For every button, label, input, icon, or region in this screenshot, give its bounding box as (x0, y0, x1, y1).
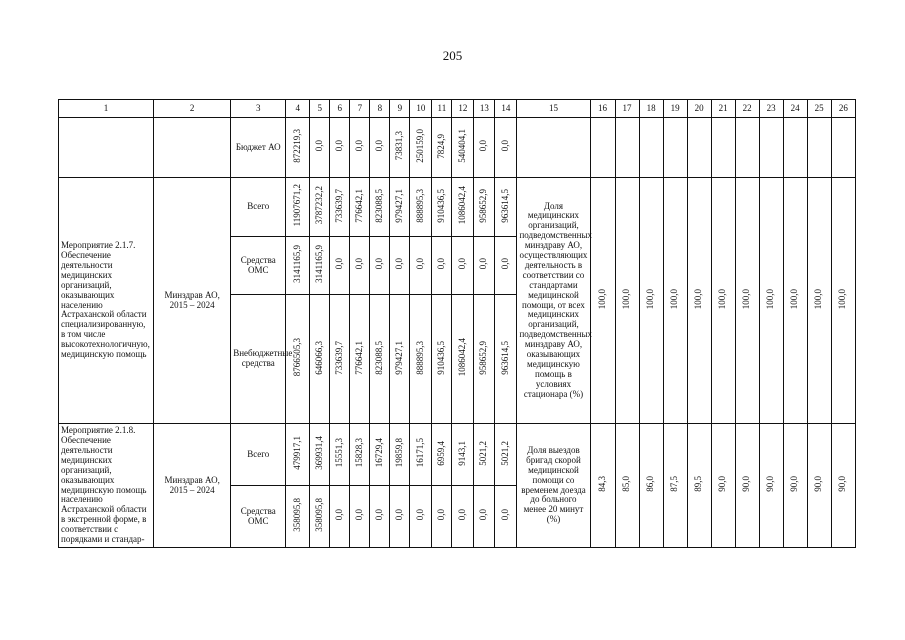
event-218-source-2-value-5-text: 358095,8 (313, 498, 324, 532)
event-217-source-3-value-7-text: 776642,1 (353, 340, 364, 375)
event-217-source-3-value-11 (432, 295, 452, 424)
event-217-source-3-value-8-text: 823088,5 (373, 340, 384, 375)
event-218-target-25-text: 90,0 (813, 476, 824, 492)
column-number-1: 1 (59, 100, 154, 118)
budget-value-6 (330, 118, 350, 178)
event-217-source-3-value-13-text: 958652,9 (478, 340, 489, 375)
event-217-source-1-value-14-text: 963614,5 (499, 188, 510, 223)
event-218-source-1-value-7-text: 15828,3 (353, 438, 364, 468)
event-218-source-2-value-4-text: 358095,8 (291, 498, 302, 532)
empty-col-19 (663, 118, 687, 178)
event-217-source-1-value-7-text: 776642,1 (353, 188, 364, 223)
event-217-source-3-value-6-text: 733639,7 (333, 340, 344, 375)
event-217-source-1-value-10 (410, 178, 432, 237)
event-217-source-3-value-4-text: 8766505,3 (291, 338, 302, 377)
event-217-source-3-value-5-text: 646066,3 (313, 340, 324, 375)
column-number-24: 24 (783, 100, 807, 118)
event-217-source-1-value-11-text: 910436,5 (435, 188, 446, 223)
event-218-target-25 (807, 424, 831, 548)
column-number-18: 18 (639, 100, 663, 118)
column-number-3: 3 (231, 100, 286, 118)
event-217-source-label: Средства ОМС (231, 237, 286, 295)
budget-value-12 (452, 118, 474, 178)
empty-col-21 (711, 118, 735, 178)
empty-col-18 (639, 118, 663, 178)
event-217-source-3-value-8 (370, 295, 390, 424)
column-number-7: 7 (350, 100, 370, 118)
column-number-20: 20 (687, 100, 711, 118)
column-number-4: 4 (286, 100, 310, 118)
event-218-target-16-text: 84,3 (596, 476, 607, 492)
budget-value-9-text: 73831,3 (393, 131, 404, 161)
budget-value-4-text: 872219,3 (291, 129, 302, 163)
event-218-source-1-value-4-text: 479917,1 (291, 436, 302, 470)
event-218-source-2-value-6 (330, 486, 350, 548)
event-217-target-18-text: 100,0 (645, 288, 656, 310)
event-217-target-23-text: 100,0 (765, 288, 776, 310)
budget-value-4 (286, 118, 310, 178)
event-217-target-22 (735, 178, 759, 424)
event-217-target-25 (807, 178, 831, 424)
column-number-23: 23 (759, 100, 783, 118)
event-217-source-label: Всего (231, 178, 286, 237)
event-218-source-2-value-7 (350, 486, 370, 548)
event-217-indicator: Доля медицинских организаций, подведомственных минздраву АО, осуществляющих деятельность в соответствии со стандартами медицинской помощи, от всех медицинских организаций, подведомственных минздраву АО, оказывающих медицинскую помощь в условиях стационара (%) (517, 178, 590, 424)
budget-value-13-text: 0,0 (478, 140, 489, 152)
event-217-source-2-value-10 (410, 237, 432, 295)
event-218-source-1-value-7 (350, 424, 370, 486)
event-217-source-1-value-4-text: 11907671,2 (291, 184, 302, 227)
event-217-source-1-value-8-text: 823088,5 (373, 188, 384, 223)
event-218-target-22 (735, 424, 759, 548)
event-218-source-2-value-13 (474, 486, 495, 548)
empty-col-22 (735, 118, 759, 178)
column-number-15: 15 (517, 100, 590, 118)
event-217-target-20-text: 100,0 (693, 288, 704, 310)
event-217-target-26 (831, 178, 855, 424)
event-218-source-1-value-14-text: 5021,2 (499, 440, 510, 466)
budget-value-14-text: 0,0 (499, 140, 510, 152)
column-number-22: 22 (735, 100, 759, 118)
event-217-source-2-value-7 (350, 237, 370, 295)
budget-value-7-text: 0,0 (353, 140, 364, 152)
event-217-source-3-value-14-text: 963614,5 (499, 340, 510, 375)
event-217-target-16-text: 100,0 (596, 288, 607, 310)
event-217-target-22-text: 100,0 (741, 288, 752, 310)
event-218-indicator: Доля выездов бригад скорой медицинской помощи со временем доезда до больного менее 20 минут (%) (517, 424, 590, 548)
event-218-source-2-value-5 (310, 486, 330, 548)
event-217-title: Мероприятие 2.1.7. Обеспечение деятельности медицинских организаций, оказывающих населению Астраханской области специализированную, в том числе высокотехнологичную, медицинскую помощь (59, 178, 154, 424)
empty-col-2 (154, 118, 231, 178)
event-217-source-1-value-14 (495, 178, 517, 237)
column-number-19: 19 (663, 100, 687, 118)
event-218-source-1-value-14 (495, 424, 517, 486)
event-218-source-1-value-11 (432, 424, 452, 486)
event-218-source-1-value-5 (310, 424, 330, 486)
event-218-source-1-value-12-text: 9143,1 (456, 440, 467, 466)
event-218-source-1-value-10-text: 16171,5 (414, 438, 425, 468)
event-218-executor: Минздрав АО, 2015 – 2024 (154, 424, 231, 548)
event-218-source-2-value-12 (452, 486, 474, 548)
event-217-target-24-text: 100,0 (789, 288, 800, 310)
budget-value-6-text: 0,0 (333, 140, 344, 152)
event-217-target-21-text: 100,0 (717, 288, 728, 310)
event-217-target-17-text: 100,0 (621, 288, 632, 310)
event-218-target-19-text: 87,5 (669, 476, 680, 492)
budget-value-12-text: 540404,1 (456, 129, 467, 163)
empty-col-26 (831, 118, 855, 178)
event-218-source-2-value-11-text: 0,0 (435, 509, 446, 521)
event-218-target-17-text: 85,0 (621, 476, 632, 492)
budget-value-11-text: 7824,9 (435, 133, 446, 159)
event-218-source-2-value-13-text: 0,0 (478, 509, 489, 521)
event-218-target-23 (759, 424, 783, 548)
event-217-executor: Минздрав АО, 2015 – 2024 (154, 178, 231, 424)
empty-col-16 (590, 118, 615, 178)
event-218-source-label: Всего (231, 424, 286, 486)
event-217-source-1-value-9 (390, 178, 410, 237)
event-217-target-20 (687, 178, 711, 424)
event-218-source-1-value-4 (286, 424, 310, 486)
event-218-target-21-text: 90,0 (717, 476, 728, 492)
event-217-source-3-value-6 (330, 295, 350, 424)
event-218-source-1-value-10 (410, 424, 432, 486)
event-217-source-2-value-12-text: 0,0 (456, 258, 467, 270)
event-218-target-17 (615, 424, 639, 548)
empty-col-15 (517, 118, 590, 178)
event-218-source-1-value-9 (390, 424, 410, 486)
event-217-source-3-value-9-text: 979427,1 (393, 340, 404, 375)
budget-value-10-text: 250159,0 (414, 129, 425, 163)
event-217-source-3-value-12 (452, 295, 474, 424)
event-217-source-3-value-10 (410, 295, 432, 424)
empty-col-23 (759, 118, 783, 178)
event-217-source-2-value-6-text: 0,0 (333, 258, 344, 270)
empty-col-1 (59, 118, 154, 178)
event-217-target-16 (590, 178, 615, 424)
event-218-source-2-value-8 (370, 486, 390, 548)
event-218-target-24 (783, 424, 807, 548)
event-218-target-23-text: 90,0 (765, 476, 776, 492)
event-217-target-23 (759, 178, 783, 424)
event-218-source-1-value-13 (474, 424, 495, 486)
budget-row (59, 118, 856, 178)
column-number-14: 14 (495, 100, 517, 118)
event-217-source-2-value-5 (310, 237, 330, 295)
event-218-source-1-value-11-text: 6959,4 (435, 440, 446, 466)
column-number-row (59, 100, 856, 118)
column-number-10: 10 (410, 100, 432, 118)
event-218-source-2-value-10 (410, 486, 432, 548)
column-number-21: 21 (711, 100, 735, 118)
event-218-target-24-text: 90,0 (789, 476, 800, 492)
column-number-26: 26 (831, 100, 855, 118)
event-217-target-24 (783, 178, 807, 424)
event-218-source-1-value-5-text: 369931,4 (313, 436, 324, 470)
funding-source-label: Бюджет АО (231, 118, 286, 178)
event-218-source-1-value-12 (452, 424, 474, 486)
event-217-source-2-value-10-text: 0,0 (414, 258, 425, 270)
event-217-source-2-value-9-text: 0,0 (393, 258, 404, 270)
event-217-source-2-value-11-text: 0,0 (435, 258, 446, 270)
event-218-source-1-value-6-text: 15551,3 (333, 438, 344, 468)
event-218-source-1-value-8-text: 16729,4 (373, 438, 384, 468)
event-218-target-19 (663, 424, 687, 548)
event-218-source-1-value-9-text: 19859,8 (393, 438, 404, 468)
event-217-source-2-value-6 (330, 237, 350, 295)
event-217-source-2-value-9 (390, 237, 410, 295)
event-217-source-3-value-5 (310, 295, 330, 424)
event-217-source-3-value-4 (286, 295, 310, 424)
event-217-target-25-text: 100,0 (813, 288, 824, 310)
event-217-source-2-value-14-text: 0,0 (499, 258, 510, 270)
event-217-source-1-value-11 (432, 178, 452, 237)
event-217-target-19 (663, 178, 687, 424)
event-218-source-1-value-6 (330, 424, 350, 486)
column-number-11: 11 (432, 100, 452, 118)
event-218-target-16 (590, 424, 615, 548)
event-217-source-2-value-8-text: 0,0 (373, 258, 384, 270)
event-218-target-18-text: 86,0 (645, 476, 656, 492)
event-217-source-2-value-11 (432, 237, 452, 295)
event-218-source-1-value-8 (370, 424, 390, 486)
event-217-source-3-value-13 (474, 295, 495, 424)
budget-value-5-text: 0,0 (313, 140, 324, 152)
event-217-source-1-value-5-text: 3787232,2 (313, 186, 324, 225)
column-number-6: 6 (330, 100, 350, 118)
event-217-source-1-value-6 (330, 178, 350, 237)
event-218-source-2-value-10-text: 0,0 (414, 509, 425, 521)
empty-col-24 (783, 118, 807, 178)
program-table (58, 99, 856, 548)
event-218-source-2-value-14 (495, 486, 517, 548)
event-218-target-22-text: 90,0 (741, 476, 752, 492)
empty-col-17 (615, 118, 639, 178)
budget-value-9 (390, 118, 410, 178)
event-217-source-2-value-8 (370, 237, 390, 295)
event-218-source-2-value-12-text: 0,0 (456, 509, 467, 521)
event-217-source-2-value-14 (495, 237, 517, 295)
event-217-source-1-value-6-text: 733639,7 (333, 188, 344, 223)
event-217-source-3-value-11-text: 910436,5 (435, 340, 446, 375)
event-218-source-2-value-4 (286, 486, 310, 548)
event-217-source-2-value-13 (474, 237, 495, 295)
event-217-source-2-value-12 (452, 237, 474, 295)
event-218-source-2-value-9-text: 0,0 (393, 509, 404, 521)
event-218-target-21 (711, 424, 735, 548)
column-number-8: 8 (370, 100, 390, 118)
event-217-source-1-value-12 (452, 178, 474, 237)
event-217-source-1-value-5 (310, 178, 330, 237)
column-number-16: 16 (590, 100, 615, 118)
event-217-source-3-value-14 (495, 295, 517, 424)
event-217-source-1-value-4 (286, 178, 310, 237)
budget-value-10 (410, 118, 432, 178)
event-217-target-19-text: 100,0 (669, 288, 680, 310)
event-217-source-1-value-7 (350, 178, 370, 237)
column-number-2: 2 (154, 100, 231, 118)
event-217-source-label: Внебюджетные средства (231, 295, 286, 424)
budget-value-8-text: 0,0 (373, 140, 384, 152)
event-217-target-17 (615, 178, 639, 424)
event-217-source-3-value-9 (390, 295, 410, 424)
event-217-source-3-value-10-text: 888895,3 (414, 340, 425, 375)
event-218-target-26-text: 90,0 (837, 476, 848, 492)
event-217-source-1-value-12-text: 1086042,4 (456, 186, 467, 225)
event-218-row-1 (59, 424, 856, 486)
event-218-source-label: Средства ОМС (231, 486, 286, 548)
page-number: 205 (442, 48, 463, 63)
event-217-source-2-value-4-text: 3141165,9 (291, 245, 302, 284)
event-217-source-2-value-4 (286, 237, 310, 295)
budget-value-11 (432, 118, 452, 178)
event-217-source-1-value-9-text: 979427,1 (393, 188, 404, 223)
column-number-25: 25 (807, 100, 831, 118)
empty-col-20 (687, 118, 711, 178)
event-217-row-1 (59, 178, 856, 237)
column-number-5: 5 (310, 100, 330, 118)
event-217-source-1-value-10-text: 888895,3 (414, 188, 425, 223)
event-217-source-3-value-7 (350, 295, 370, 424)
event-217-source-1-value-13-text: 958652,9 (478, 188, 489, 223)
event-218-source-2-value-11 (432, 486, 452, 548)
event-218-source-2-value-7-text: 0,0 (353, 509, 364, 521)
event-217-source-3-value-12-text: 1086042,4 (456, 338, 467, 377)
event-217-target-26-text: 100,0 (837, 288, 848, 310)
column-number-13: 13 (474, 100, 495, 118)
event-218-title: Мероприятие 2.1.8. Обеспечение деятельности медицинских организаций, оказывающих медицинскую помощь населению Астраханской области в экстренной форме, в соответствии с порядками и стандар- (59, 424, 154, 548)
event-217-target-18 (639, 178, 663, 424)
event-217-source-2-value-7-text: 0,0 (353, 258, 364, 270)
event-217-target-21 (711, 178, 735, 424)
column-number-12: 12 (452, 100, 474, 118)
budget-value-13 (474, 118, 495, 178)
event-217-source-1-value-13 (474, 178, 495, 237)
event-218-target-26 (831, 424, 855, 548)
event-218-source-2-value-9 (390, 486, 410, 548)
budget-value-8 (370, 118, 390, 178)
event-218-source-2-value-8-text: 0,0 (373, 509, 384, 521)
event-217-source-2-value-13-text: 0,0 (478, 258, 489, 270)
event-217-source-1-value-8 (370, 178, 390, 237)
empty-col-25 (807, 118, 831, 178)
event-218-target-18 (639, 424, 663, 548)
event-218-target-20-text: 89,5 (693, 476, 704, 492)
column-number-9: 9 (390, 100, 410, 118)
event-218-source-2-value-14-text: 0,0 (499, 509, 510, 521)
column-number-17: 17 (615, 100, 639, 118)
event-217-source-2-value-5-text: 3141165,9 (313, 245, 324, 284)
event-218-source-1-value-13-text: 5021,2 (478, 440, 489, 466)
budget-value-5 (310, 118, 330, 178)
event-218-target-20 (687, 424, 711, 548)
budget-value-7 (350, 118, 370, 178)
event-218-source-2-value-6-text: 0,0 (333, 509, 344, 521)
budget-value-14 (495, 118, 517, 178)
